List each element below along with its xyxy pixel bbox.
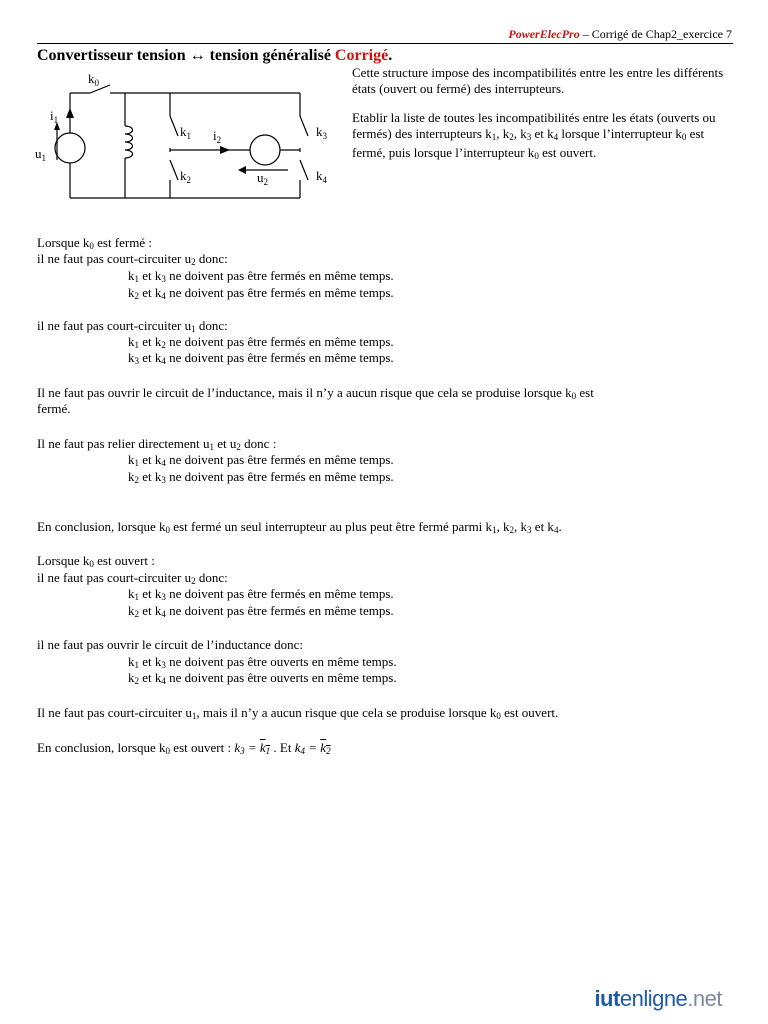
label-i1: $i_1$	[50, 108, 59, 125]
label-k3: $k_3$	[316, 124, 327, 141]
title-end: .	[388, 47, 393, 64]
switch-k4	[300, 160, 308, 180]
s1-rule-b2: $k_3$ et $k_4$ ne doivent pas être fermés en même temps.	[128, 350, 394, 366]
s1-heading: Lorsque $k_0$ est fermé :	[37, 235, 152, 251]
s2-rule-b2: $k_2$ et $k_4$ ne doivent pas être ouverts en même temps.	[128, 670, 397, 686]
s2-rule-a: il ne faut pas court-circuiter $u_2$ donc:	[37, 570, 228, 586]
header-rule	[37, 43, 733, 44]
circuit-diagram	[30, 68, 340, 218]
title-highlight: Corrigé	[334, 47, 389, 64]
label-u2: $u_2$	[257, 170, 268, 187]
equation-k3: $k_3 = k_1$	[234, 740, 271, 756]
equation-k4: $k_4 = k_2$	[294, 740, 331, 756]
s1-rule-c: Il ne faut pas ouvrir le circuit de l’inductance, mais il n’y a aucun risque que cela se produise lorsque $k_0$ est	[37, 385, 594, 401]
header-subtitle: – Corrigé de Chap2_exercice 7	[579, 27, 732, 41]
label-k0: $k_0$	[88, 71, 99, 88]
arrowhead-u2	[238, 166, 246, 174]
switch-k0	[90, 85, 110, 93]
s2-conclusion: En conclusion, lorsque $k_0$ est ouvert : $k_3 = k_1$ . Et $k_4 = k_2$	[37, 740, 331, 756]
s1-conclusion: En conclusion, lorsque $k_0$ est fermé un seul interrupteur au plus peut être fermé parmi $k_1$, $k_2$, $k_3$ et $k_4$.	[37, 519, 562, 535]
s2-rule-b1: $k_1$ et $k_3$ ne doivent pas être ouverts en même temps.	[128, 654, 397, 670]
s1-rule-b1: $k_1$ et $k_2$ ne doivent pas être fermés en même temps.	[128, 334, 394, 350]
source-u2	[250, 135, 280, 165]
title-main: Convertisseur tension ↔ tension généralisé	[37, 47, 335, 64]
page-header	[508, 27, 732, 42]
s2-rule-b: il ne faut pas ouvrir le circuit de l’inductance donc:	[37, 637, 304, 652]
switch-k1	[170, 116, 178, 136]
intro-paragraph-2: Etablir la liste de toutes les incompatibilités entre les états (ouverts ou fermés) des interrupteurs $k_1$, $k_2$, $k_3$ et $k_4$ lorsque l’interrupteur $k_0$ est fermé, puis lorsque l’interrupteur $k_0$ est ouvert.	[352, 110, 716, 161]
s2-rule-a2: $k_2$ et $k_4$ ne doivent pas être fermés en même temps.	[128, 603, 394, 619]
s1-rule-b: il ne faut pas court-circuiter $u_1$ donc:	[37, 318, 228, 334]
label-k4: $k_4$	[316, 168, 327, 185]
s1-rule-a2: $k_2$ et $k_4$ ne doivent pas être fermés en même temps.	[128, 285, 394, 301]
inductor	[125, 126, 133, 158]
s2-rule-a1: $k_1$ et $k_3$ ne doivent pas être fermés en même temps.	[128, 586, 394, 602]
s2-heading: Lorsque $k_0$ est ouvert :	[37, 553, 155, 569]
label-k2: $k_2$	[180, 168, 191, 185]
label-k1: $k_1$	[180, 124, 191, 141]
iutenligne-logo: iutenligne.net	[594, 986, 722, 1011]
s1-rule-a: il ne faut pas court-circuiter $u_2$ donc:	[37, 251, 228, 267]
s1-rule-c-cont: fermé.	[37, 401, 71, 416]
s1-rule-d1: $k_1$ et $k_4$ ne doivent pas être fermés en même temps.	[128, 452, 394, 468]
intro-text	[352, 65, 736, 177]
header-brand: PowerElecPro	[508, 27, 580, 41]
s1-rule-d2: $k_2$ et $k_3$ ne doivent pas être fermés en même temps.	[128, 469, 394, 485]
page-title	[37, 47, 392, 65]
s2-rule-c: Il ne faut pas court-circuiter $u_1$, mais il n’y a aucun risque que cela se produise lorsque $k_0$ est ouvert.	[37, 705, 559, 721]
arrowhead-i1	[66, 108, 74, 118]
source-u1	[55, 133, 85, 163]
label-u1: $u_1$	[35, 146, 46, 163]
arrowhead-i2	[220, 146, 230, 154]
s1-rule-a1: $k_1$ et $k_3$ ne doivent pas être fermés en même temps.	[128, 268, 394, 284]
s1-rule-d: Il ne faut pas relier directement $u_1$ et $u_2$ donc :	[37, 436, 277, 452]
label-i2: $i_2$	[213, 128, 222, 145]
switch-k2	[170, 160, 178, 180]
switch-k3	[300, 116, 308, 136]
intro-paragraph-1: Cette structure impose des incompatibilités entre les entre les différents états (ouvert ou fermé) des interrupteurs.	[352, 65, 724, 96]
